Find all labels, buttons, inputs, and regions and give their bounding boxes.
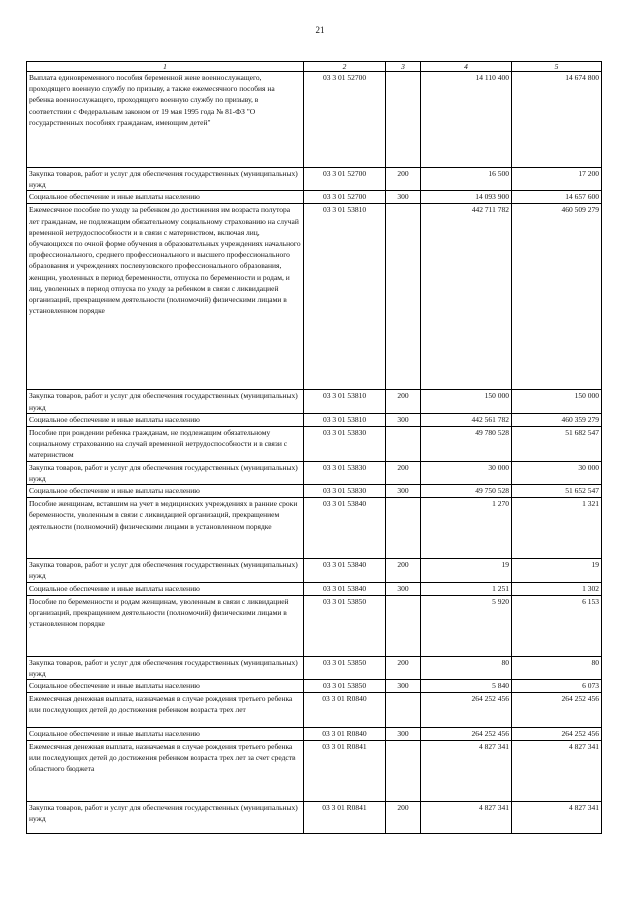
row-target-code: 03 3 01 R0841 — [304, 741, 386, 802]
row-expense-type — [386, 72, 421, 168]
row-target-code: 03 3 01 53830 — [304, 485, 386, 498]
row-description: Закупка товаров, работ и услуг для обеспечения государственных (муниципальных) нужд — [27, 802, 304, 834]
row-amount-year1: 1 270 — [421, 498, 512, 559]
row-description: Ежемесячная денежная выплата, назначаемая в случае рождения третьего ребенка или последующих детей до достижения ребенком возраста трех лет — [27, 693, 304, 728]
table-row — [27, 656, 602, 679]
row-description: Пособие по беременности и родам женщинам, уволенным в связи с ликвидацией организаций, прекращением деятельности (полномочий) физическими лицами в установленном порядке — [27, 595, 304, 656]
row-amount-year2: 1 302 — [512, 582, 602, 595]
row-amount-year1: 14 110 400 — [421, 72, 512, 168]
row-target-code: 03 3 01 53830 — [304, 461, 386, 484]
row-amount-year1: 19 — [421, 559, 512, 582]
row-target-code: 03 3 01 53810 — [304, 413, 386, 426]
header-row — [27, 62, 602, 72]
row-expense-type — [386, 741, 421, 802]
row-expense-type: 200 — [386, 390, 421, 413]
row-description: Социальное обеспечение и иные выплаты населению — [27, 582, 304, 595]
row-expense-type — [386, 204, 421, 390]
header-col-4: 4 — [421, 62, 512, 72]
table-row — [27, 204, 602, 390]
row-amount-year2: 51 682 547 — [512, 426, 602, 461]
budget-table — [26, 61, 602, 834]
row-amount-year2: 460 359 279 — [512, 413, 602, 426]
row-description: Социальное обеспечение и иные выплаты населению — [27, 680, 304, 693]
table-row — [27, 741, 602, 802]
row-description: Социальное обеспечение и иные выплаты населению — [27, 413, 304, 426]
table-row — [27, 191, 602, 204]
row-expense-type: 300 — [386, 485, 421, 498]
row-amount-year1: 264 252 456 — [421, 728, 512, 741]
row-amount-year2: 460 509 279 — [512, 204, 602, 390]
table-row — [27, 802, 602, 834]
row-target-code: 03 3 01 53850 — [304, 595, 386, 656]
row-target-code: 03 3 01 52700 — [304, 191, 386, 204]
row-description: Социальное обеспечение и иные выплаты населению — [27, 728, 304, 741]
row-amount-year2: 30 000 — [512, 461, 602, 484]
row-target-code: 03 3 01 R0840 — [304, 728, 386, 741]
row-description: Закупка товаров, работ и услуг для обеспечения государственных (муниципальных) нужд — [27, 390, 304, 413]
row-amount-year2: 51 652 547 — [512, 485, 602, 498]
row-expense-type: 300 — [386, 582, 421, 595]
row-amount-year1: 49 780 528 — [421, 426, 512, 461]
row-expense-type: 200 — [386, 656, 421, 679]
table-row — [27, 426, 602, 461]
table-row — [27, 390, 602, 413]
row-amount-year2: 4 827 341 — [512, 741, 602, 802]
row-expense-type — [386, 498, 421, 559]
row-amount-year2: 264 252 456 — [512, 728, 602, 741]
row-expense-type: 300 — [386, 413, 421, 426]
row-expense-type — [386, 693, 421, 728]
row-description: Закупка товаров, работ и услуг для обеспечения государственных (муниципальных) нужд — [27, 461, 304, 484]
row-target-code: 03 3 01 53850 — [304, 680, 386, 693]
row-amount-year2: 14 674 800 — [512, 72, 602, 168]
row-target-code: 03 3 01 52700 — [304, 168, 386, 191]
row-amount-year2: 4 827 341 — [512, 802, 602, 834]
row-amount-year2: 14 657 600 — [512, 191, 602, 204]
table-row — [27, 461, 602, 484]
row-target-code: 03 3 01 53830 — [304, 426, 386, 461]
row-expense-type: 300 — [386, 728, 421, 741]
row-expense-type — [386, 595, 421, 656]
row-target-code: 03 3 01 53840 — [304, 498, 386, 559]
row-expense-type: 200 — [386, 559, 421, 582]
table-row — [27, 559, 602, 582]
table-row — [27, 728, 602, 741]
row-amount-year1: 14 093 900 — [421, 191, 512, 204]
row-description: Социальное обеспечение и иные выплаты населению — [27, 485, 304, 498]
row-amount-year1: 30 000 — [421, 461, 512, 484]
table-row — [27, 168, 602, 191]
row-description: Ежемесячное пособие по уходу за ребенком до достижения им возраста полутора лет гражданам, не подлежащим обязательному социальному страхованию на случай временной нетрудоспособности и в связи с материнством, включая лиц, обучающихся по очной форме обучения в образовательных учреждениях начального профессионального, среднего профессионального и высшего профессионального образования и учреждениях послевузовского профессионального образования, женщин, уволенных в период беременности, отпуска по беременности и родам, и лиц, уволенных в период отпуска по уходу за ребенком в связи с ликвидацией организаций, прекращением деятельности (полномочий) физическими лицами в установленном порядке — [27, 204, 304, 390]
row-amount-year2: 6 153 — [512, 595, 602, 656]
row-amount-year1: 49 750 528 — [421, 485, 512, 498]
page-number: 21 — [315, 25, 325, 35]
table-row — [27, 413, 602, 426]
row-description: Социальное обеспечение и иные выплаты населению — [27, 191, 304, 204]
row-description: Закупка товаров, работ и услуг для обеспечения государственных (муниципальных) нужд — [27, 559, 304, 582]
row-target-code: 03 3 01 53850 — [304, 656, 386, 679]
row-expense-type — [386, 426, 421, 461]
row-expense-type: 200 — [386, 168, 421, 191]
row-description: Ежемесячная денежная выплата, назначаемая в случае рождения третьего ребенка или последующих детей до достижения ребенком возраста трех лет за счет средств областного бюджета — [27, 741, 304, 802]
table-row — [27, 498, 602, 559]
table-row — [27, 485, 602, 498]
row-description: Пособие при рождении ребенка гражданам, не подлежащим обязательному социальному страхованию на случай временной нетрудоспособности и в связи с материнством — [27, 426, 304, 461]
row-amount-year1: 5 920 — [421, 595, 512, 656]
row-target-code: 03 3 01 53810 — [304, 390, 386, 413]
row-description: Закупка товаров, работ и услуг для обеспечения государственных (муниципальных) нужд — [27, 168, 304, 191]
row-description: Пособие женщинам, вставшим на учет в медицинских учреждениях в ранние сроки беременности, уволенным в связи с ликвидацией организаций, прекращением деятельности (полномочий) физическими лицами в установленном порядке — [27, 498, 304, 559]
row-amount-year1: 80 — [421, 656, 512, 679]
row-expense-type: 300 — [386, 191, 421, 204]
row-amount-year1: 442 561 782 — [421, 413, 512, 426]
row-expense-type: 200 — [386, 461, 421, 484]
row-amount-year2: 150 000 — [512, 390, 602, 413]
row-amount-year2: 264 252 456 — [512, 693, 602, 728]
row-target-code: 03 3 01 53840 — [304, 582, 386, 595]
row-amount-year2: 19 — [512, 559, 602, 582]
row-description: Выплата единовременного пособия беременной жене военнослужащего, проходящего военную службу по призыву, а также ежемесячного пособия на ребенка военнослужащего, проходящего военную службу по призыву, в соответствии с Федеральным законом от 19 мая 1995 года № 81-ФЗ "О государственных пособиях гражданам, имеющим детей" — [27, 72, 304, 168]
row-amount-year1: 1 251 — [421, 582, 512, 595]
row-expense-type: 200 — [386, 802, 421, 834]
row-amount-year2: 80 — [512, 656, 602, 679]
row-amount-year1: 4 827 341 — [421, 741, 512, 802]
row-amount-year1: 150 000 — [421, 390, 512, 413]
row-amount-year1: 5 840 — [421, 680, 512, 693]
row-target-code: 03 3 01 52700 — [304, 72, 386, 168]
table-row — [27, 582, 602, 595]
row-amount-year1: 442 711 782 — [421, 204, 512, 390]
table-row — [27, 693, 602, 728]
row-target-code: 03 3 01 53840 — [304, 559, 386, 582]
row-amount-year1: 16 500 — [421, 168, 512, 191]
header-col-1: 1 — [27, 62, 304, 72]
table-row — [27, 680, 602, 693]
table-row — [27, 72, 602, 168]
row-amount-year2: 17 200 — [512, 168, 602, 191]
header-col-3: 3 — [386, 62, 421, 72]
table-row — [27, 595, 602, 656]
row-amount-year2: 1 321 — [512, 498, 602, 559]
row-amount-year1: 264 252 456 — [421, 693, 512, 728]
row-target-code: 03 3 01 R0840 — [304, 693, 386, 728]
row-description: Закупка товаров, работ и услуг для обеспечения государственных (муниципальных) нужд — [27, 656, 304, 679]
row-amount-year1: 4 827 341 — [421, 802, 512, 834]
row-expense-type: 300 — [386, 680, 421, 693]
row-target-code: 03 3 01 53810 — [304, 204, 386, 390]
row-amount-year2: 6 073 — [512, 680, 602, 693]
header-col-5: 5 — [512, 62, 602, 72]
row-target-code: 03 3 01 R0841 — [304, 802, 386, 834]
header-col-2: 2 — [304, 62, 386, 72]
